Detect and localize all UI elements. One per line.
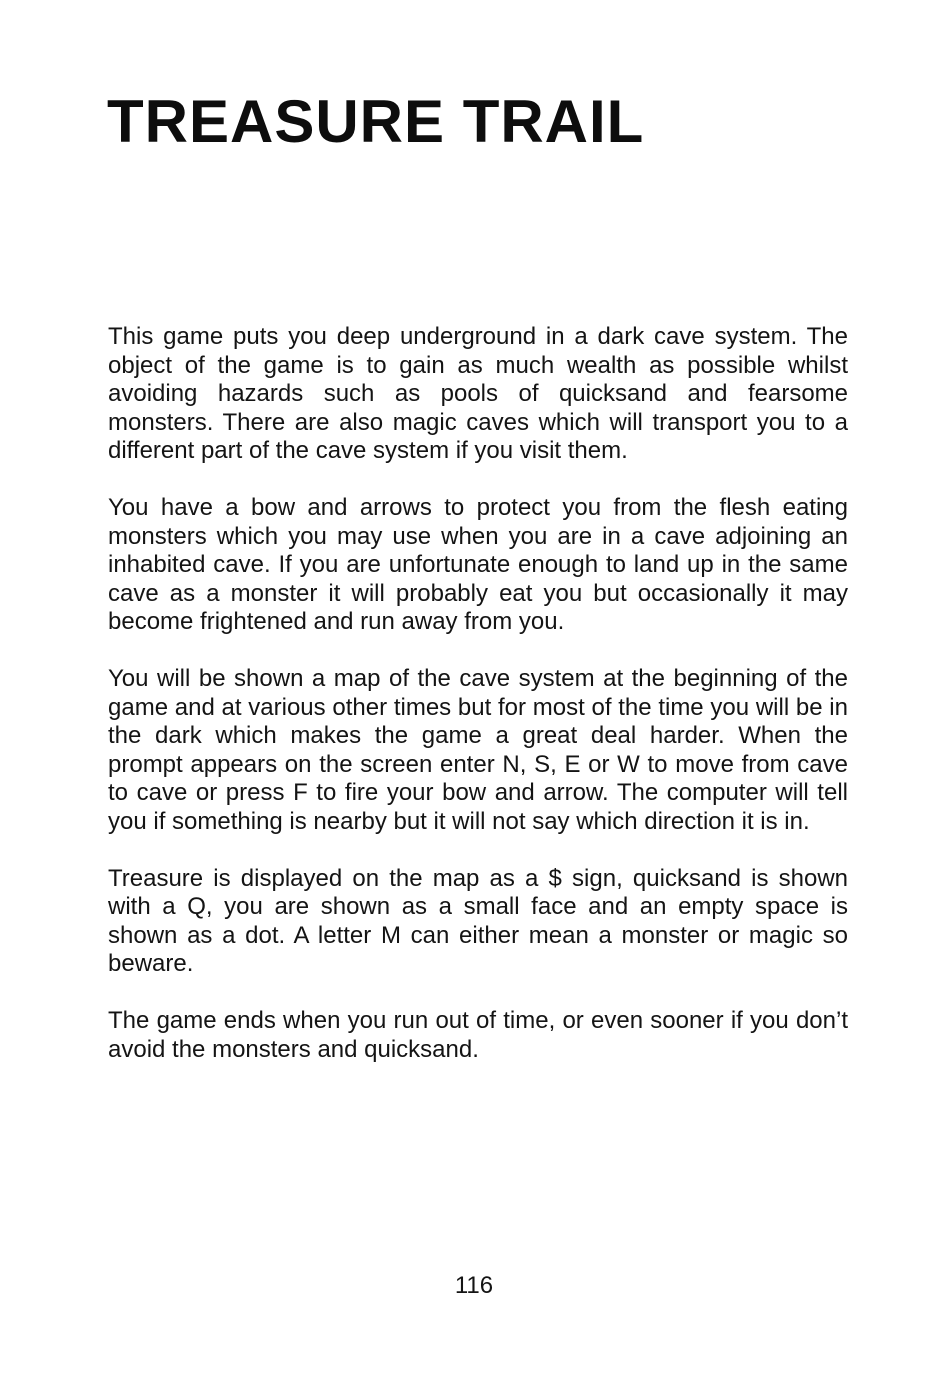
paragraph-map-and-controls: You will be shown a map of the cave system at the beginning of the game and at various other times but for most of the time you will be in the dark which makes the game a great deal harder. When the prompt appears on the screen enter N, S, E or W to move from cave to cave or press F to fire your bow and arrow. The computer will tell you if something is nearby but it will not say which direction it is in. xyxy=(108,665,848,835)
paragraph-intro: This game puts you deep underground in a dark cave system. The object of the game is to gain as much wealth as possible whilst avoiding hazards such as pools of quicksand and fearsome monsters. There are also magic caves which will transport you to a different part of the cave system if you visit them. xyxy=(108,323,848,464)
body-text xyxy=(108,323,848,1093)
page-number: 116 xyxy=(454,1272,494,1299)
paragraph-game-end: The game ends when you run out of time, or even sooner if you don’t avoid the monsters and quicksand. xyxy=(108,1007,848,1063)
paragraph-bow-and-arrows: You have a bow and arrows to protect you from the flesh eating monsters which you may use when you are in a cave adjoining an inhabited cave. If you are unfortunate enough to land up in the same cave as a monster it will probably eat you but occasionally it may become frightened and run away from you. xyxy=(108,494,848,635)
page-title: TREASURE TRAIL xyxy=(107,88,645,155)
paragraph-map-symbols: Treasure is displayed on the map as a $ sign, quicksand is shown with a Q, you are shown as a small face and an empty space is shown as a dot. A letter M can either mean a monster or magic so beware. xyxy=(108,864,848,977)
